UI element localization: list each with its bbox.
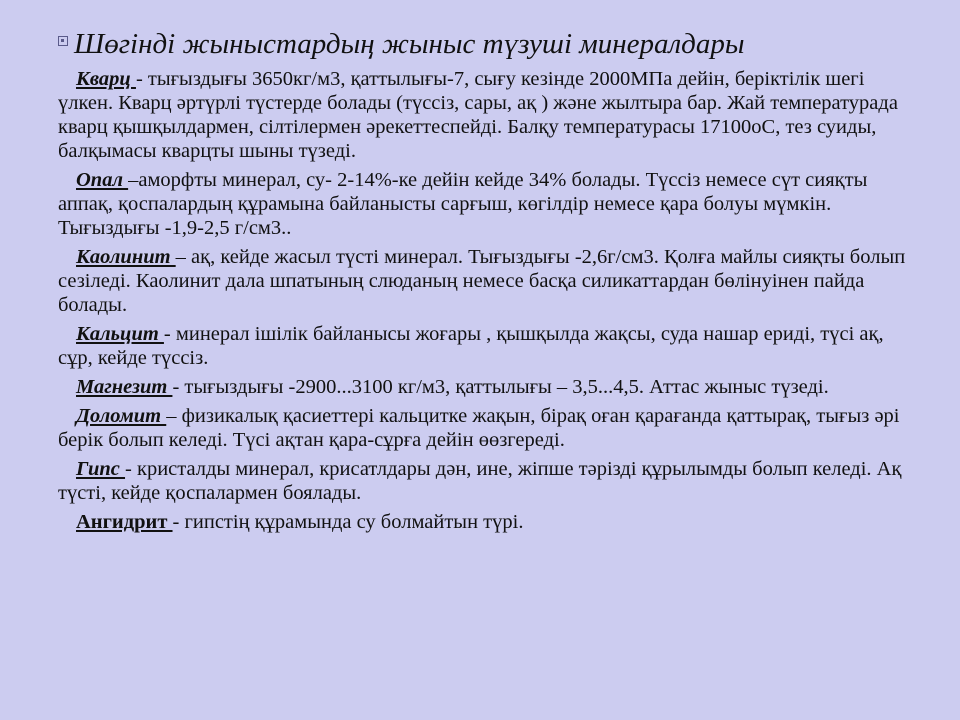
text-calcite: - минерал ішілік байланысы жоғары , қышқылда жақсы, суда нашар ериді, түсі ақ, сұр, кейде түссіз. [58,323,884,369]
paragraph-quartz [58,67,910,163]
term-anhydrite: Ангидрит [76,511,173,533]
text-quartz: - тығыздығы 3650кг/м3, қаттылығы-7, сығу кезінде 2000МПа дейін, беріктілік шегі үлкен. Кварц әртүрлі түстерде болады (түссіз, сары, ақ ) және жылтыра бар. Жай температурада кварц қышқылдармен, сілтілермен әрекеттеспейді. Балқу температурасы 17100оС, тез суиды, балқымасы кварцты шыны түзеді. [58,68,898,162]
slide [58,28,910,539]
text-kaolinite: – ақ, кейде жасыл түсті минерал. Тығыздығы -2,6г/см3. Қолға майлы сияқты болып сезіледі. Каолинит дала шпатының слюданың немесе басқа силикаттардан бөлінуінен пайда болады. [58,246,906,316]
term-magnesite: Магнезит [76,376,173,398]
text-opal: –аморфты минерал, су- 2-14%-ке дейін кейде 34% болады. Түссіз немесе сүт сияқты аппақ, қоспалардың құрамына байланысты сарғыш, көгілдір немесе қара болуы мүмкін. Тығыздығы -1,9-2,5 г/см3.. [58,169,868,239]
term-quartz: Кварц [76,68,136,90]
bullet-icon [58,36,68,46]
slide-title: Шөгінді жыныстардың жыныс түзуші минералдары [74,28,745,60]
paragraph-gypsum [58,457,910,505]
text-gypsum: - кристалды минерал, крисатлдары дән, ине, жіпше тәрізді құрылымды болып келеді. Ақ түсті, кейде қоспалармен боялады. [58,458,902,504]
text-anhydrite: - гипстің құрамында су болмайтын түрі. [172,511,524,533]
term-kaolinite: Каолинит [76,246,176,268]
paragraph-calcite [58,322,910,370]
term-opal: Опал [76,169,129,191]
paragraph-kaolinite [58,245,910,317]
term-calcite: Кальцит [76,323,164,345]
slide-title-block [58,28,910,61]
term-dolomite: Доломит [76,405,167,427]
paragraph-anhydrite [58,510,910,534]
paragraph-opal [58,168,910,240]
paragraph-magnesite [58,375,910,399]
text-magnesite: - тығыздығы -2900...3100 кг/м3, қаттылығы – 3,5...4,5. Аттас жыныс түзеді. [172,376,829,398]
paragraph-dolomite [58,404,910,452]
text-dolomite: – физикалық қасиеттері кальцитке жақын, бірақ оған қарағанда қаттырақ, тығыз әрі берік болып келеді. Түсі ақтан қара-сұрға дейін өөзгереді. [58,405,900,451]
term-gypsum: Гипс [76,458,126,480]
